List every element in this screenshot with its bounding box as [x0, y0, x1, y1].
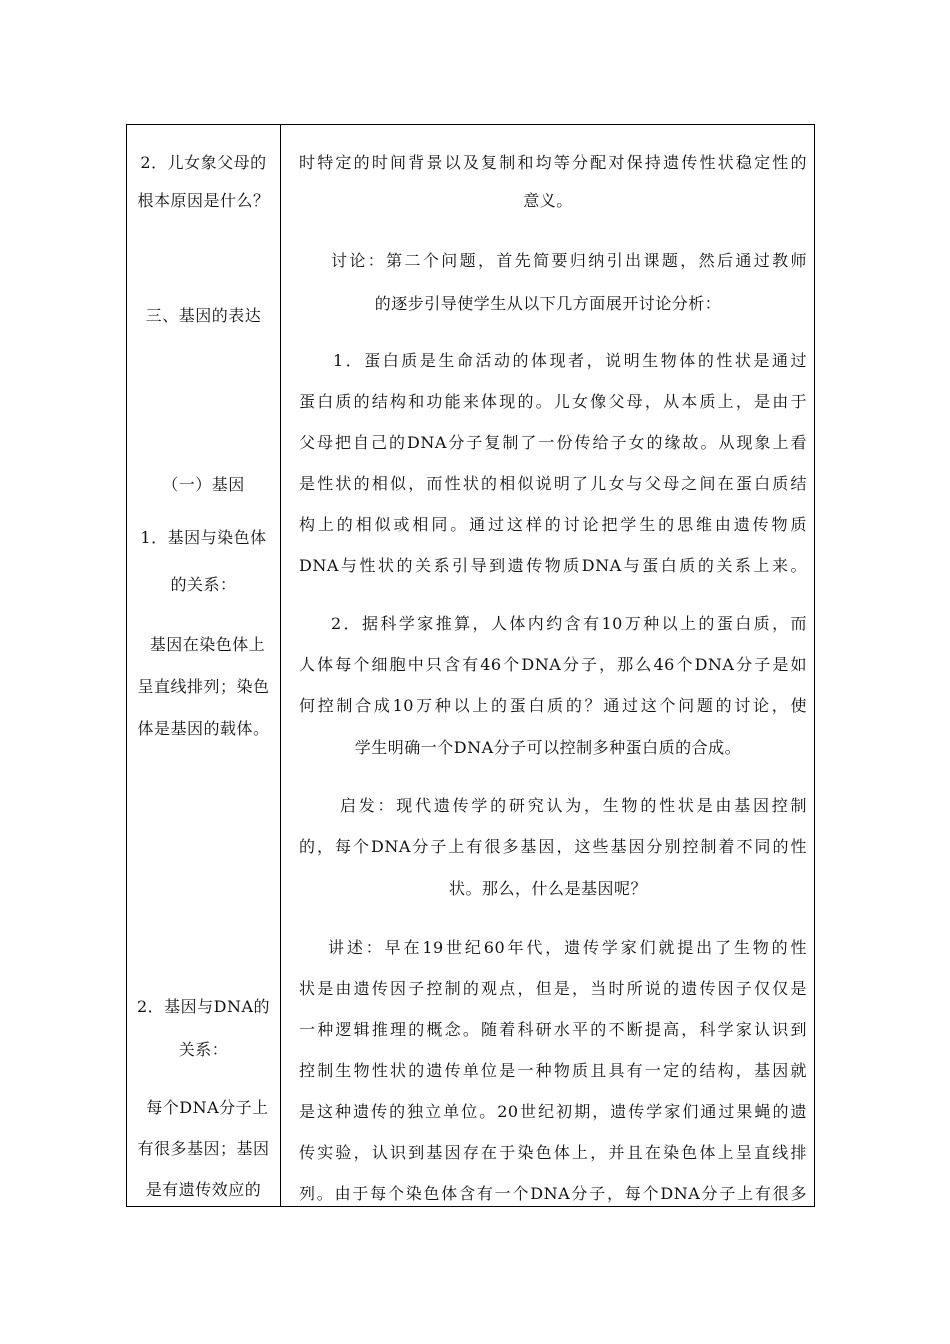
- paragraph-line: 父母把自己的DNA分子复制了一份传给子女的缘故。从现象上看: [299, 433, 807, 452]
- paragraph-line: 人体每个细胞中只含有46个DNA分子，那么46个DNA分子是如: [299, 655, 807, 674]
- point-2-title: 2．基因与DNA的: [136, 997, 271, 1016]
- lesson-table: [126, 124, 815, 1207]
- paragraph-line: 讲述：早在19世纪60年代，遗传学家们就提出了生物的性: [328, 938, 807, 957]
- point-1-text: 体是基因的载体。: [137, 719, 270, 738]
- paragraph-line: 的逐步引导使学生从以下几方面展开讨论分析：: [374, 294, 722, 313]
- paragraph-line: 1．蛋白质是生命活动的体现者，说明生物体的性状是通过: [333, 351, 807, 370]
- section-heading: 三、基因的表达: [145, 306, 262, 325]
- paragraph-line: 时特定的时间背景以及复制和均等分配对保持遗传性状稳定性的: [299, 153, 807, 172]
- paragraph-line: 2．据科学家推算，人体内约含有10万种以上的蛋白质，而: [331, 614, 807, 633]
- point-2-title-cont: 关系：: [178, 1040, 229, 1059]
- point-1-title: 1．基因与染色体: [140, 528, 267, 547]
- paragraph-line: 启发：现代遗传学的研究认为，生物的性状是由基因控制: [340, 796, 807, 815]
- paragraph-line: 状。那么，什么是基因呢？: [448, 879, 647, 898]
- paragraph-line: 蛋白质的结构和功能来体现的。儿女像父母，从本质上，是由于: [299, 392, 807, 411]
- paragraph-line: 状是由遗传因子控制的观点，但是，当时所说的遗传因子仅仅是: [299, 979, 807, 998]
- left-question: 2．儿女象父母的: [140, 153, 267, 172]
- column-divider: [280, 125, 281, 1206]
- paragraph-line: 是性状的相似，而性状的相似说明了儿女与父母之间在蛋白质结: [299, 474, 807, 493]
- point-1-title-cont: 的关系：: [170, 575, 237, 594]
- subsection-heading: （一）基因: [162, 475, 245, 494]
- paragraph-line: 传实验，认识到基因存在于染色体上，并且在染色体上呈直线排: [299, 1143, 807, 1162]
- paragraph-line: DNA与性状的关系引导到遗传物质DNA与蛋白质的关系上来。: [299, 556, 807, 575]
- paragraph-line: 构上的相似或相同。通过这样的讨论把学生的思维由遗传物质: [299, 515, 807, 534]
- paragraph-line: 的，每个DNA分子上有很多基因，这些基因分别控制着不同的性: [299, 837, 807, 856]
- paragraph-line: 学生明确一个DNA分子可以控制多种蛋白质的合成。: [354, 738, 742, 757]
- paragraph-line: 列。由于每个染色体含有一个DNA分子，每个DNA分子上有很多: [299, 1184, 807, 1203]
- point-1-text: 呈直线排列；染色: [137, 677, 270, 696]
- paragraph-line: 讨论：第二个问题，首先简要归纳引出课题，然后通过教师: [331, 251, 807, 270]
- paragraph-line: 控制生物性状的遗传单位是一种物质且具有一定的结构，基因就: [299, 1061, 807, 1080]
- point-2-text: 是有遗传效应的: [145, 1180, 262, 1199]
- paragraph-line: 何控制合成10万种以上的蛋白质的？通过这个问题的讨论，使: [299, 696, 807, 715]
- point-2-text: 有很多基因；基因: [137, 1139, 270, 1158]
- paragraph-line: 是这种遗传的独立单位。20世纪初期，遗传学家们通过果蝇的遗: [299, 1102, 807, 1121]
- paragraph-line: 意义。: [523, 191, 573, 210]
- paragraph-line: 一种逻辑推理的概念。随着科研水平的不断提高，科学家认识到: [299, 1020, 807, 1039]
- point-1-text: 基因在染色体上: [149, 635, 266, 654]
- point-2-text: 每个DNA分子上: [146, 1098, 269, 1117]
- left-question-cont: 根本原因是什么？: [137, 191, 270, 210]
